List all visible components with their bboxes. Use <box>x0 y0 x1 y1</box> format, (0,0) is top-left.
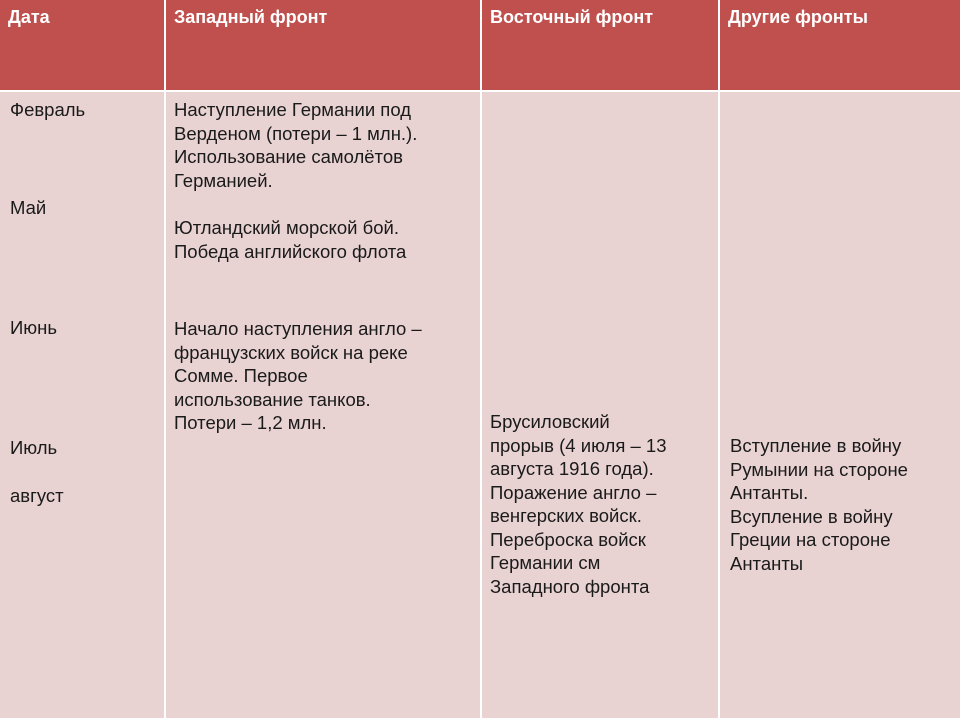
header-eastern-front-label: Восточный фронт <box>490 7 654 27</box>
western-verdun-line: Использование самолётов <box>174 146 403 167</box>
eastern-line: прорыв (4 июля – 13 <box>490 434 667 456</box>
header-date <box>0 0 164 92</box>
other-line: Антанты. <box>730 482 809 503</box>
header-other-fronts <box>720 0 960 92</box>
eastern-line: Брусиловский <box>490 411 610 432</box>
other-event-romania-greece <box>730 434 908 575</box>
western-somme-line: использование танков. <box>174 388 371 410</box>
eastern-line: августа 1916 года). <box>490 458 654 479</box>
other-line: Антанты <box>730 552 804 574</box>
other-line: Румынии на стороне <box>730 458 908 480</box>
header-western-front <box>166 0 480 92</box>
header-date-label: Дата <box>8 7 50 27</box>
western-verdun-line: Германией. <box>174 169 273 191</box>
western-jutland-line: Ютландский морской бой. <box>174 217 399 238</box>
header-eastern-front <box>482 0 718 92</box>
eastern-line: Западного фронта <box>490 575 650 597</box>
column-divider <box>164 0 166 720</box>
cell-eastern-front <box>482 92 718 718</box>
western-somme-line: Потери – 1,2 млн. <box>174 412 327 433</box>
header-western-front-label: Западный фронт <box>174 7 328 27</box>
other-line: Вступление в войну <box>730 435 902 456</box>
cell-other-fronts <box>720 92 960 718</box>
eastern-line: Поражение англо – <box>490 481 657 503</box>
header-other-fronts-label: Другие фронты <box>728 7 868 27</box>
date-may: Май <box>10 197 47 218</box>
western-verdun-line: Верденом (потери – 1 млн.). <box>174 122 418 144</box>
date-june: Июнь <box>10 317 58 338</box>
western-somme-line: французских войск на реке <box>174 341 408 363</box>
date-july: Июль <box>10 437 58 458</box>
western-somme-line: Начало наступления англо – <box>174 318 422 339</box>
western-verdun-line: Наступление Германии под <box>174 99 411 120</box>
other-line: Всупление в войну <box>730 505 893 527</box>
date-february: Февраль <box>10 99 86 120</box>
eastern-line: Германии см <box>490 552 601 573</box>
cell-dates <box>0 92 164 718</box>
header-divider <box>0 90 960 92</box>
western-somme-line: Сомме. Первое <box>174 365 308 386</box>
cell-western-front <box>166 92 480 718</box>
other-line: Греции на стороне <box>730 529 891 550</box>
western-event-somme <box>174 317 422 435</box>
western-jutland-line: Победа английского флота <box>174 240 407 262</box>
column-divider <box>480 0 482 720</box>
eastern-line: Переброска войск <box>490 528 646 550</box>
column-divider <box>718 0 720 720</box>
date-august: август <box>10 485 64 506</box>
western-event-jutland <box>174 216 406 263</box>
eastern-event-brusilov <box>490 410 667 598</box>
eastern-line: венгерских войск. <box>490 505 642 526</box>
western-event-verdun <box>174 98 417 192</box>
